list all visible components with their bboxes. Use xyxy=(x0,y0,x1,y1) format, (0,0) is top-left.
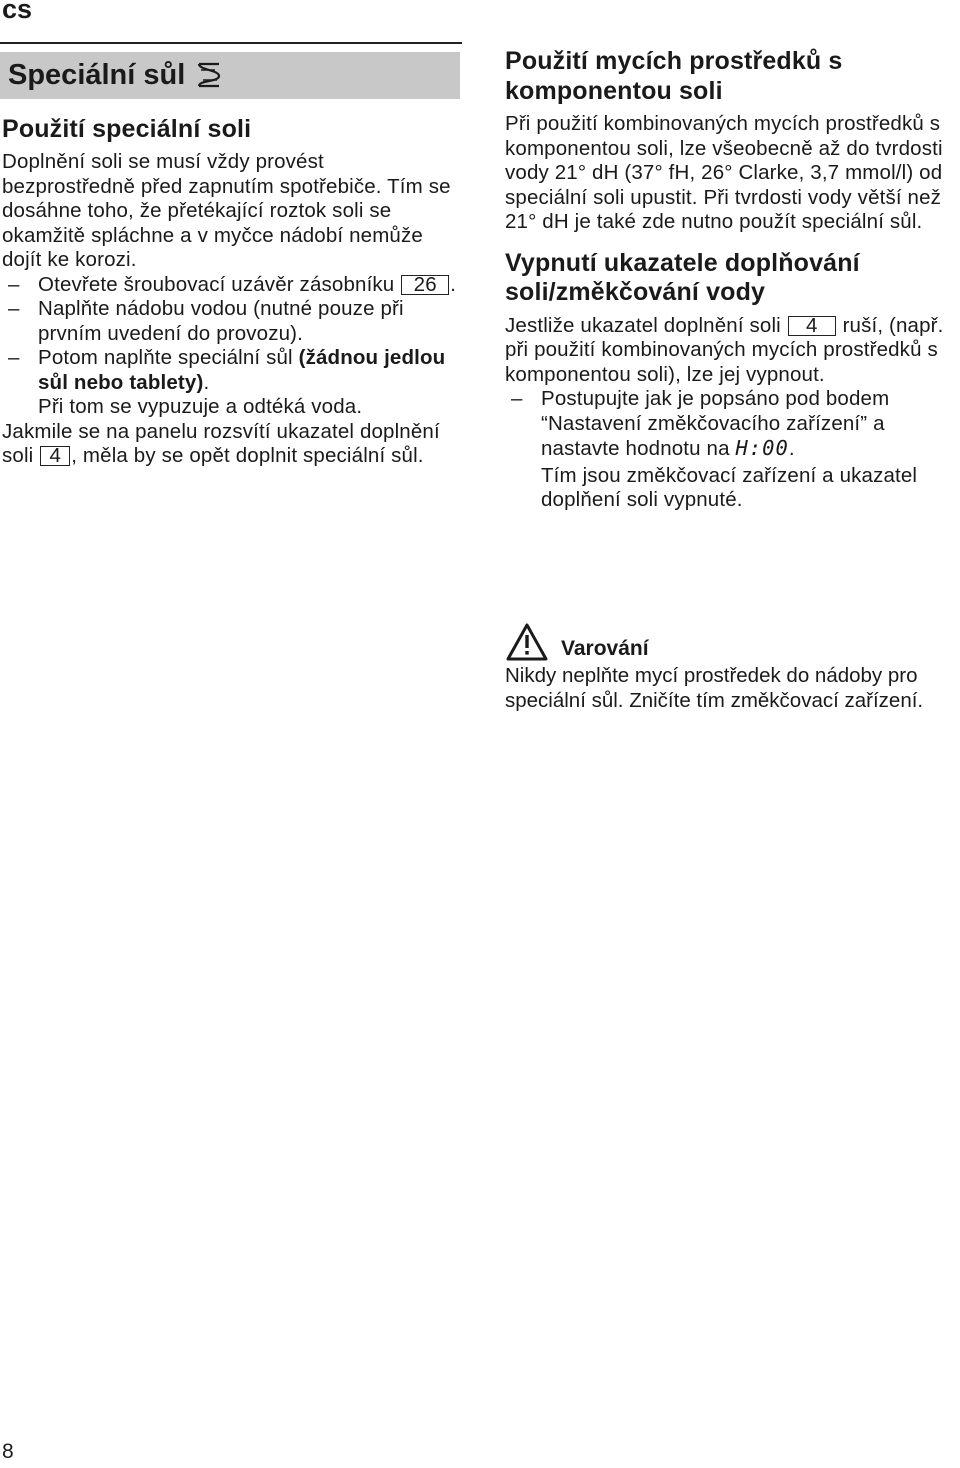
dash-bullet: – xyxy=(8,272,20,296)
step-set-value-end: . xyxy=(788,437,795,460)
step-fill-water-text: Naplňte nádobu vodou (nutné pouze při prvním uvedení do provozu). xyxy=(38,297,404,345)
step-set-value-note: Tím jsou změkčovací zařízení a ukazatel doplňení soli vypnuté. xyxy=(541,463,918,511)
step-fill-salt-end: . xyxy=(203,370,210,394)
step-fill-salt-text: Potom naplňte speciální sůl xyxy=(38,346,299,369)
disable-text-a: Jestliže ukazatel doplnění soli xyxy=(505,313,787,337)
warning-block xyxy=(505,622,960,713)
heading-combined-detergents: Použití mycích prostředků s komponentou soli xyxy=(505,47,843,105)
step-set-value xyxy=(505,387,960,513)
section-title: Speciální sůl xyxy=(8,59,186,91)
ref-4: 4 xyxy=(40,446,70,466)
dash-bullet: – xyxy=(8,297,20,320)
intro-paragraph: Doplnění soli se musí vždy provést bezprostředně před zapnutím spotřebiče. Tím se dosáhne toho, že přetékající roztok soli se okamžitě spláchne a v myčce nádobí nemůže dojít ke korozi. xyxy=(2,150,451,271)
combined-detergents-paragraph: Při použití kombinovaných mycích prostředků s komponentou soli, lze všeobecně až do tvrdosti vody 21° dH (37° fH, 26° Clarke, 3,7 mmol/l) od speciální soli upustit. Při tvrdosti vody větší než 21° dH je také zde nutno použít speciální sůl. xyxy=(505,112,943,233)
step-set-value-text: Postupujte jak je popsáno pod bodem “Nastavení změkčovacího zařízení” a nastavte hodnotu na xyxy=(541,387,890,460)
step-fill-salt-bold: (žádnou jedlou sůl nebo tablety) xyxy=(38,346,446,394)
section-bar xyxy=(0,52,460,99)
step-open-cap-end: . xyxy=(450,272,457,296)
ref-4: 4 xyxy=(788,316,836,336)
step-fill-water xyxy=(2,297,460,346)
heading-disable-indicator: Vypnutí ukazatele doplňování soli/změkčování vody xyxy=(505,248,860,306)
section-title-row xyxy=(8,57,223,93)
disable-indicator-paragraph xyxy=(505,314,960,388)
step-fill-salt-note: Při tom se vypuzuje a odtéká voda. xyxy=(38,395,363,418)
warning-text: Nikdy neplňte mycí prostředek do nádoby pro speciální sůl. Zničíte tím změkčovací zařízení. xyxy=(505,664,924,712)
step-fill-salt xyxy=(2,346,460,420)
warning-title: Varování xyxy=(561,636,649,660)
closing-text-a: Jakmile se na panelu rozsvítí ukazatel doplnění soli xyxy=(2,419,440,467)
heading-use-salt: Použití speciální soli xyxy=(2,115,252,143)
disable-text-b: ruší, (např. při použití kombinovaných mycích prostředků s komponentou soli), lze jej vypnout. xyxy=(505,313,944,386)
header-rule xyxy=(0,42,462,44)
ref-26: 26 xyxy=(401,275,449,295)
closing-text-b: , měla by se opět doplnit speciální sůl. xyxy=(71,444,424,467)
language-code: cs xyxy=(2,0,33,24)
dash-bullet: – xyxy=(511,387,523,410)
page-number: 8 xyxy=(2,1440,14,1463)
left-column xyxy=(2,114,460,469)
salt-icon xyxy=(195,60,223,90)
step-open-cap xyxy=(2,273,460,298)
display-value: H:00 xyxy=(735,436,789,460)
step-open-cap-text: Otevřete šroubovací uzávěr zásobníku xyxy=(38,272,395,296)
closing-paragraph xyxy=(2,420,460,469)
warning-header xyxy=(505,622,960,662)
dash-bullet: – xyxy=(8,346,20,369)
warning-triangle-icon xyxy=(505,622,549,662)
right-column xyxy=(505,47,960,513)
